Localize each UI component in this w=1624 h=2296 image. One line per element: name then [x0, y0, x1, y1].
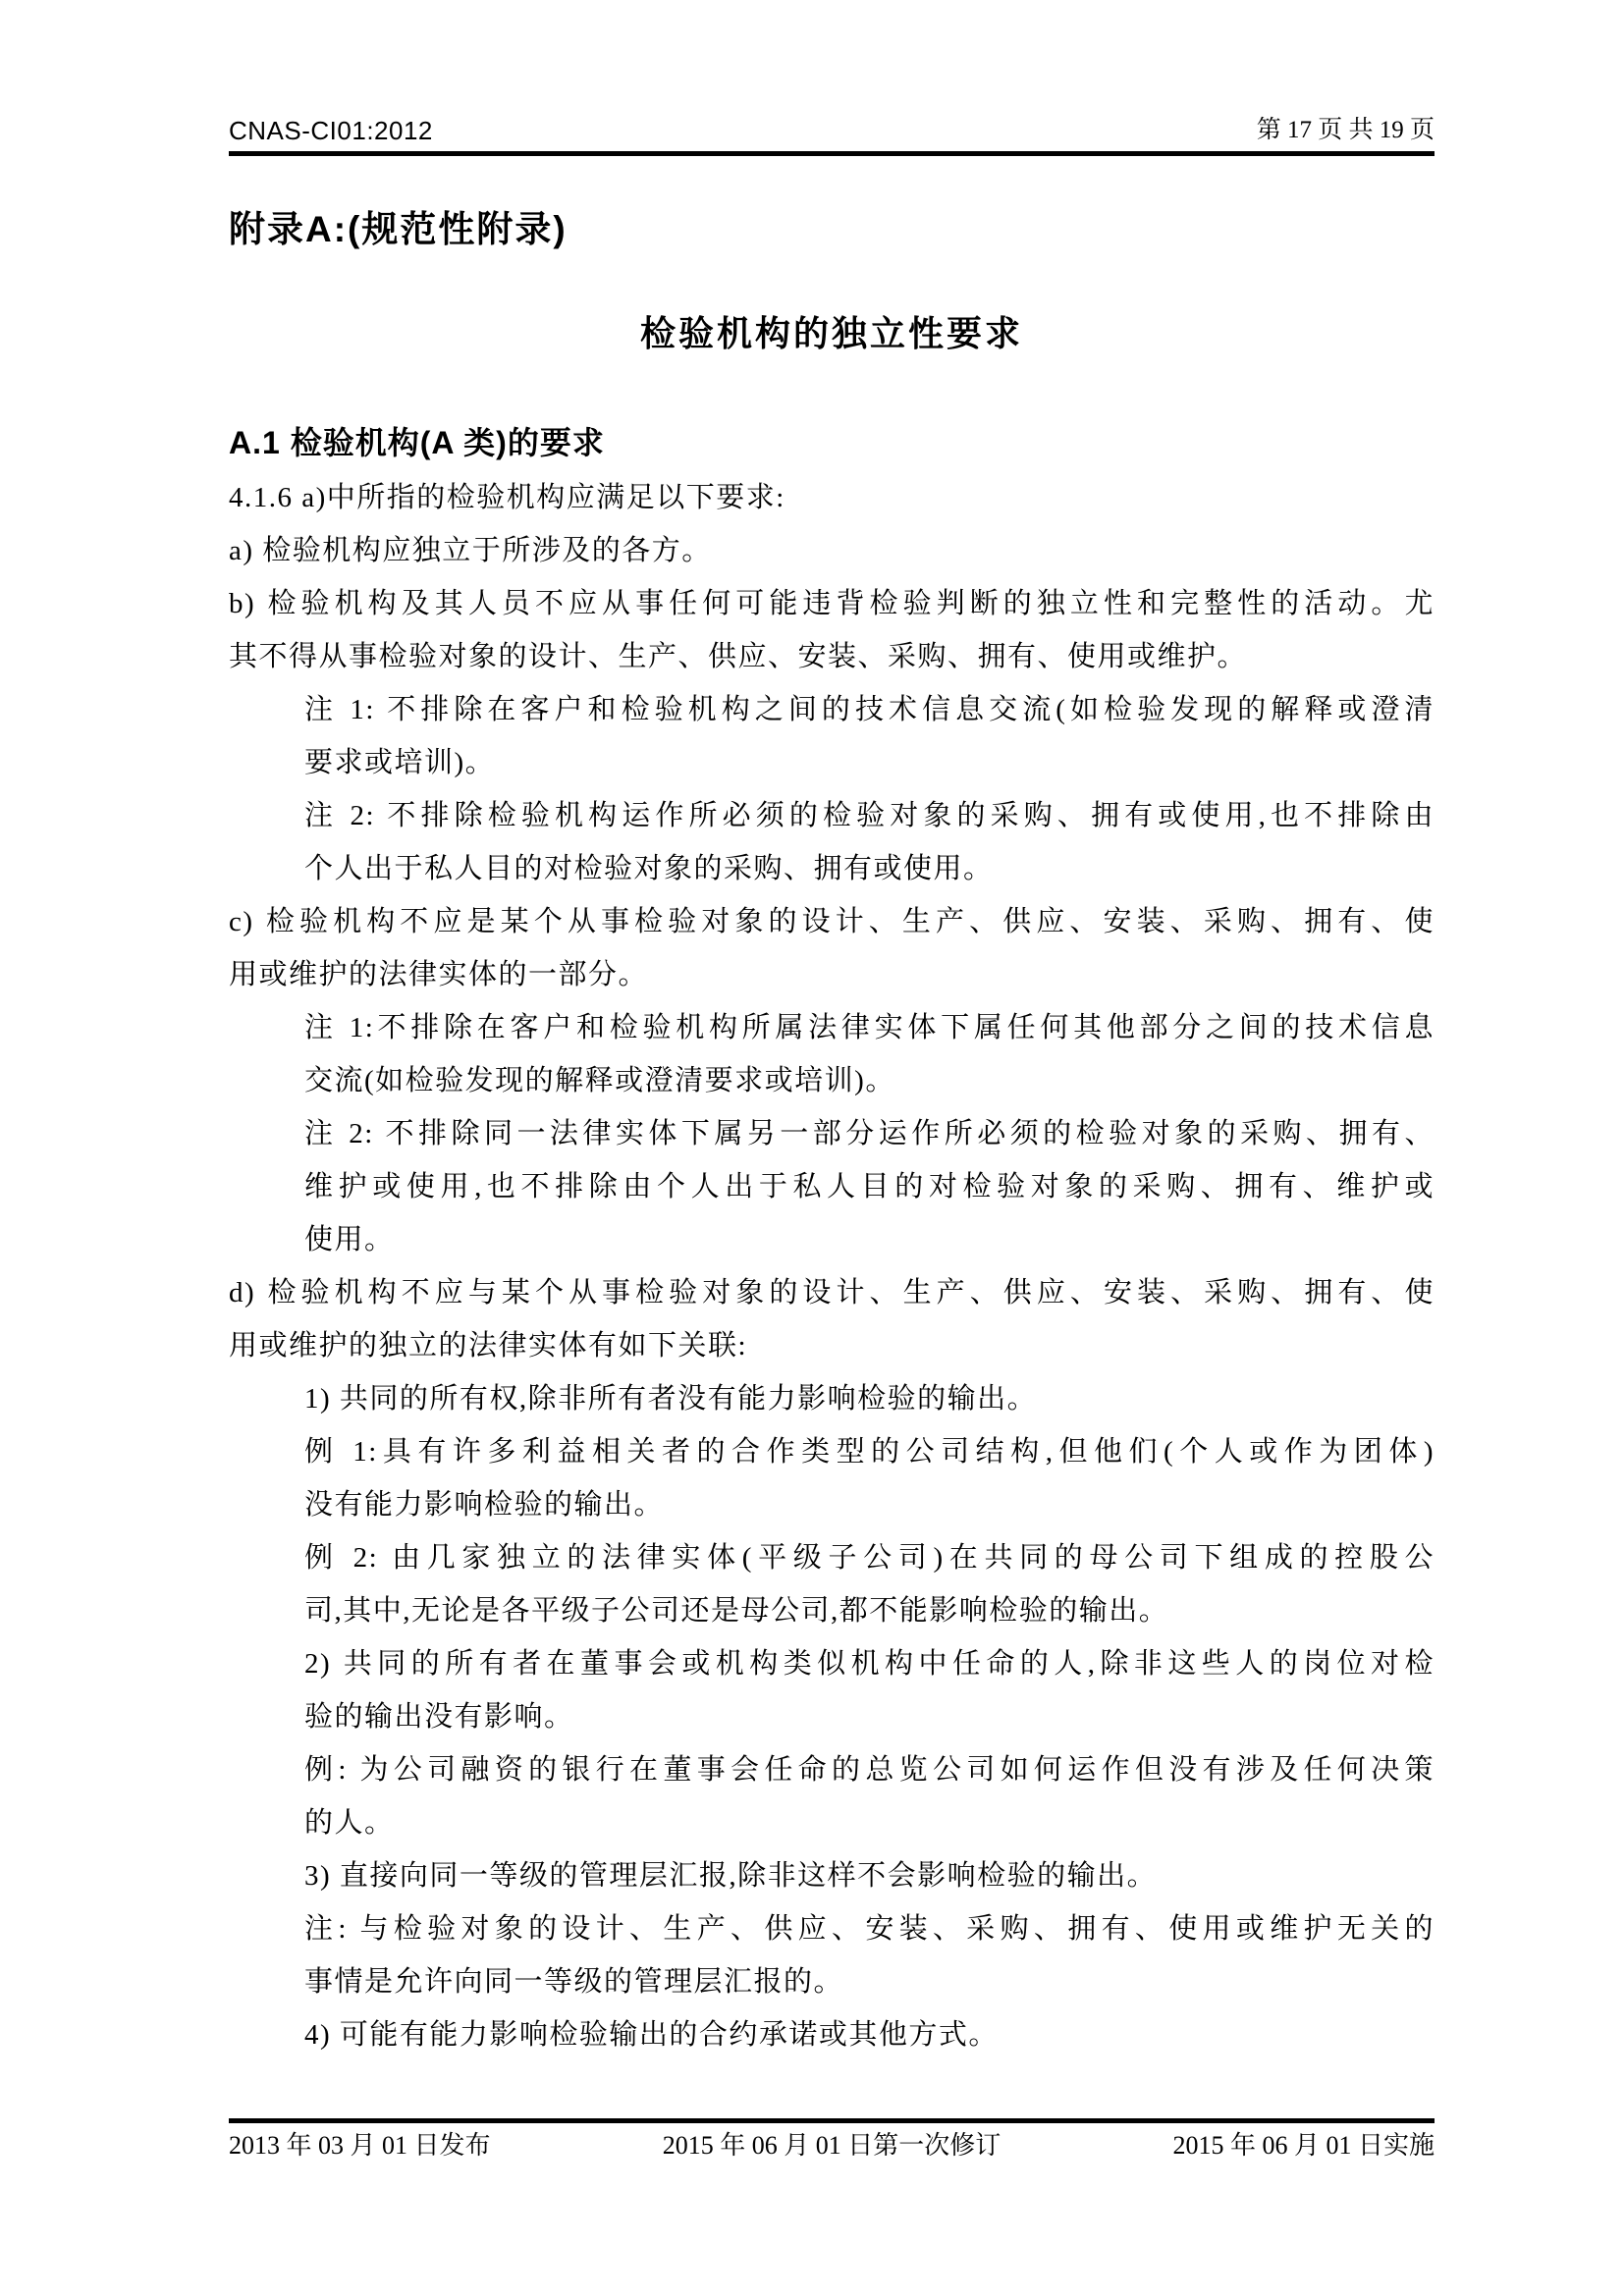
appendix-heading: 附录A:(规范性附录) — [229, 209, 568, 249]
body-line: 例: 为公司融资的银行在董事会任命的总览公司如何运作但没有涉及任何决策 — [304, 1754, 1435, 1786]
body-line: a) 检验机构应独立于所涉及的各方。 — [229, 535, 712, 566]
page-footer — [229, 2118, 1435, 2162]
body-text — [229, 471, 1435, 2061]
page-number: 第 17 页 共 19 页 — [1256, 117, 1435, 143]
body-line: 个人出于私人目的对检验对象的采购、拥有或使用。 — [304, 853, 994, 884]
body-line: 维护或使用,也不排除由个人出于私人目的对检验对象的采购、拥有、维护或 — [304, 1171, 1435, 1202]
body-line: b) 检验机构及其人员不应从事任何可能违背检验判断的独立性和完整性的活动。尤 — [229, 588, 1435, 619]
body-line: c) 检验机构不应是某个从事检验对象的设计、生产、供应、安装、采购、拥有、使 — [229, 906, 1435, 937]
body-line: 1) 共同的所有权,除非所有者没有能力影响检验的输出。 — [304, 1383, 1038, 1415]
page-header — [229, 116, 1435, 151]
implementation-date: 2015 年 06 月 01 日实施 — [1172, 2131, 1435, 2160]
body-line: 的人。 — [304, 1807, 395, 1839]
body-line: 注: 与检验对象的设计、生产、供应、安装、采购、拥有、使用或维护无关的 — [304, 1913, 1435, 1945]
body-line: d) 检验机构不应与某个从事检验对象的设计、生产、供应、安装、采购、拥有、使 — [229, 1277, 1435, 1308]
body-line: 用或维护的独立的法律实体有如下关联: — [229, 1330, 748, 1362]
document-code: CNAS-CI01:2012 — [229, 116, 433, 145]
revision-date: 2015 年 06 月 01 日第一次修订 — [662, 2131, 1001, 2160]
header-rule — [229, 151, 1435, 156]
body-line: 使用。 — [304, 1224, 395, 1255]
body-line: 其不得从事检验对象的设计、生产、供应、安装、采购、拥有、使用或维护。 — [229, 641, 1248, 672]
body-line: 2) 共同的所有者在董事会或机构类似机构中任命的人,除非这些人的岗位对检 — [304, 1648, 1435, 1680]
section-heading: A.1 检验机构(A 类)的要求 — [229, 425, 605, 460]
body-line: 要求或培训)。 — [304, 747, 496, 778]
body-line: 验的输出没有影响。 — [304, 1701, 574, 1733]
document-title: 检验机构的独立性要求 — [639, 313, 1023, 353]
body-line: 交流(如检验发现的解释或澄清要求或培训)。 — [304, 1065, 895, 1096]
body-line: 3) 直接向同一等级的管理层汇报,除非这样不会影响检验的输出。 — [304, 1860, 1158, 1892]
body-line: 例 1:具有许多利益相关者的合作类型的公司结构,但他们(个人或作为团体) — [304, 1436, 1435, 1468]
release-date: 2013 年 03 月 01 日发布 — [229, 2131, 491, 2160]
body-line: 4.1.6 a)中所指的检验机构应满足以下要求: — [229, 482, 785, 513]
body-line: 注 2: 不排除同一法律实体下属另一部分运作所必须的检验对象的采购、拥有、 — [304, 1118, 1435, 1149]
footer-rule — [229, 2118, 1435, 2123]
body-line: 4) 可能有能力影响检验输出的合约承诺或其他方式。 — [304, 2019, 999, 2051]
body-line: 事情是允许向同一等级的管理层汇报的。 — [304, 1966, 844, 1998]
body-line: 例 2: 由几家独立的法律实体(平级子公司)在共同的母公司下组成的控股公 — [304, 1542, 1435, 1574]
body-line: 注 1:不排除在客户和检验机构所属法律实体下属任何其他部分之间的技术信息 — [304, 1012, 1435, 1043]
body-line: 用或维护的法律实体的一部分。 — [229, 959, 649, 990]
body-line: 司,其中,无论是各平级子公司还是母公司,都不能影响检验的输出。 — [304, 1595, 1169, 1627]
body-line: 注 1: 不排除在客户和检验机构之间的技术信息交流(如检验发现的解释或澄清 — [304, 694, 1435, 725]
body-line: 没有能力影响检验的输出。 — [304, 1489, 665, 1521]
body-line: 注 2: 不排除检验机构运作所必须的检验对象的采购、拥有或使用,也不排除由 — [304, 800, 1435, 831]
